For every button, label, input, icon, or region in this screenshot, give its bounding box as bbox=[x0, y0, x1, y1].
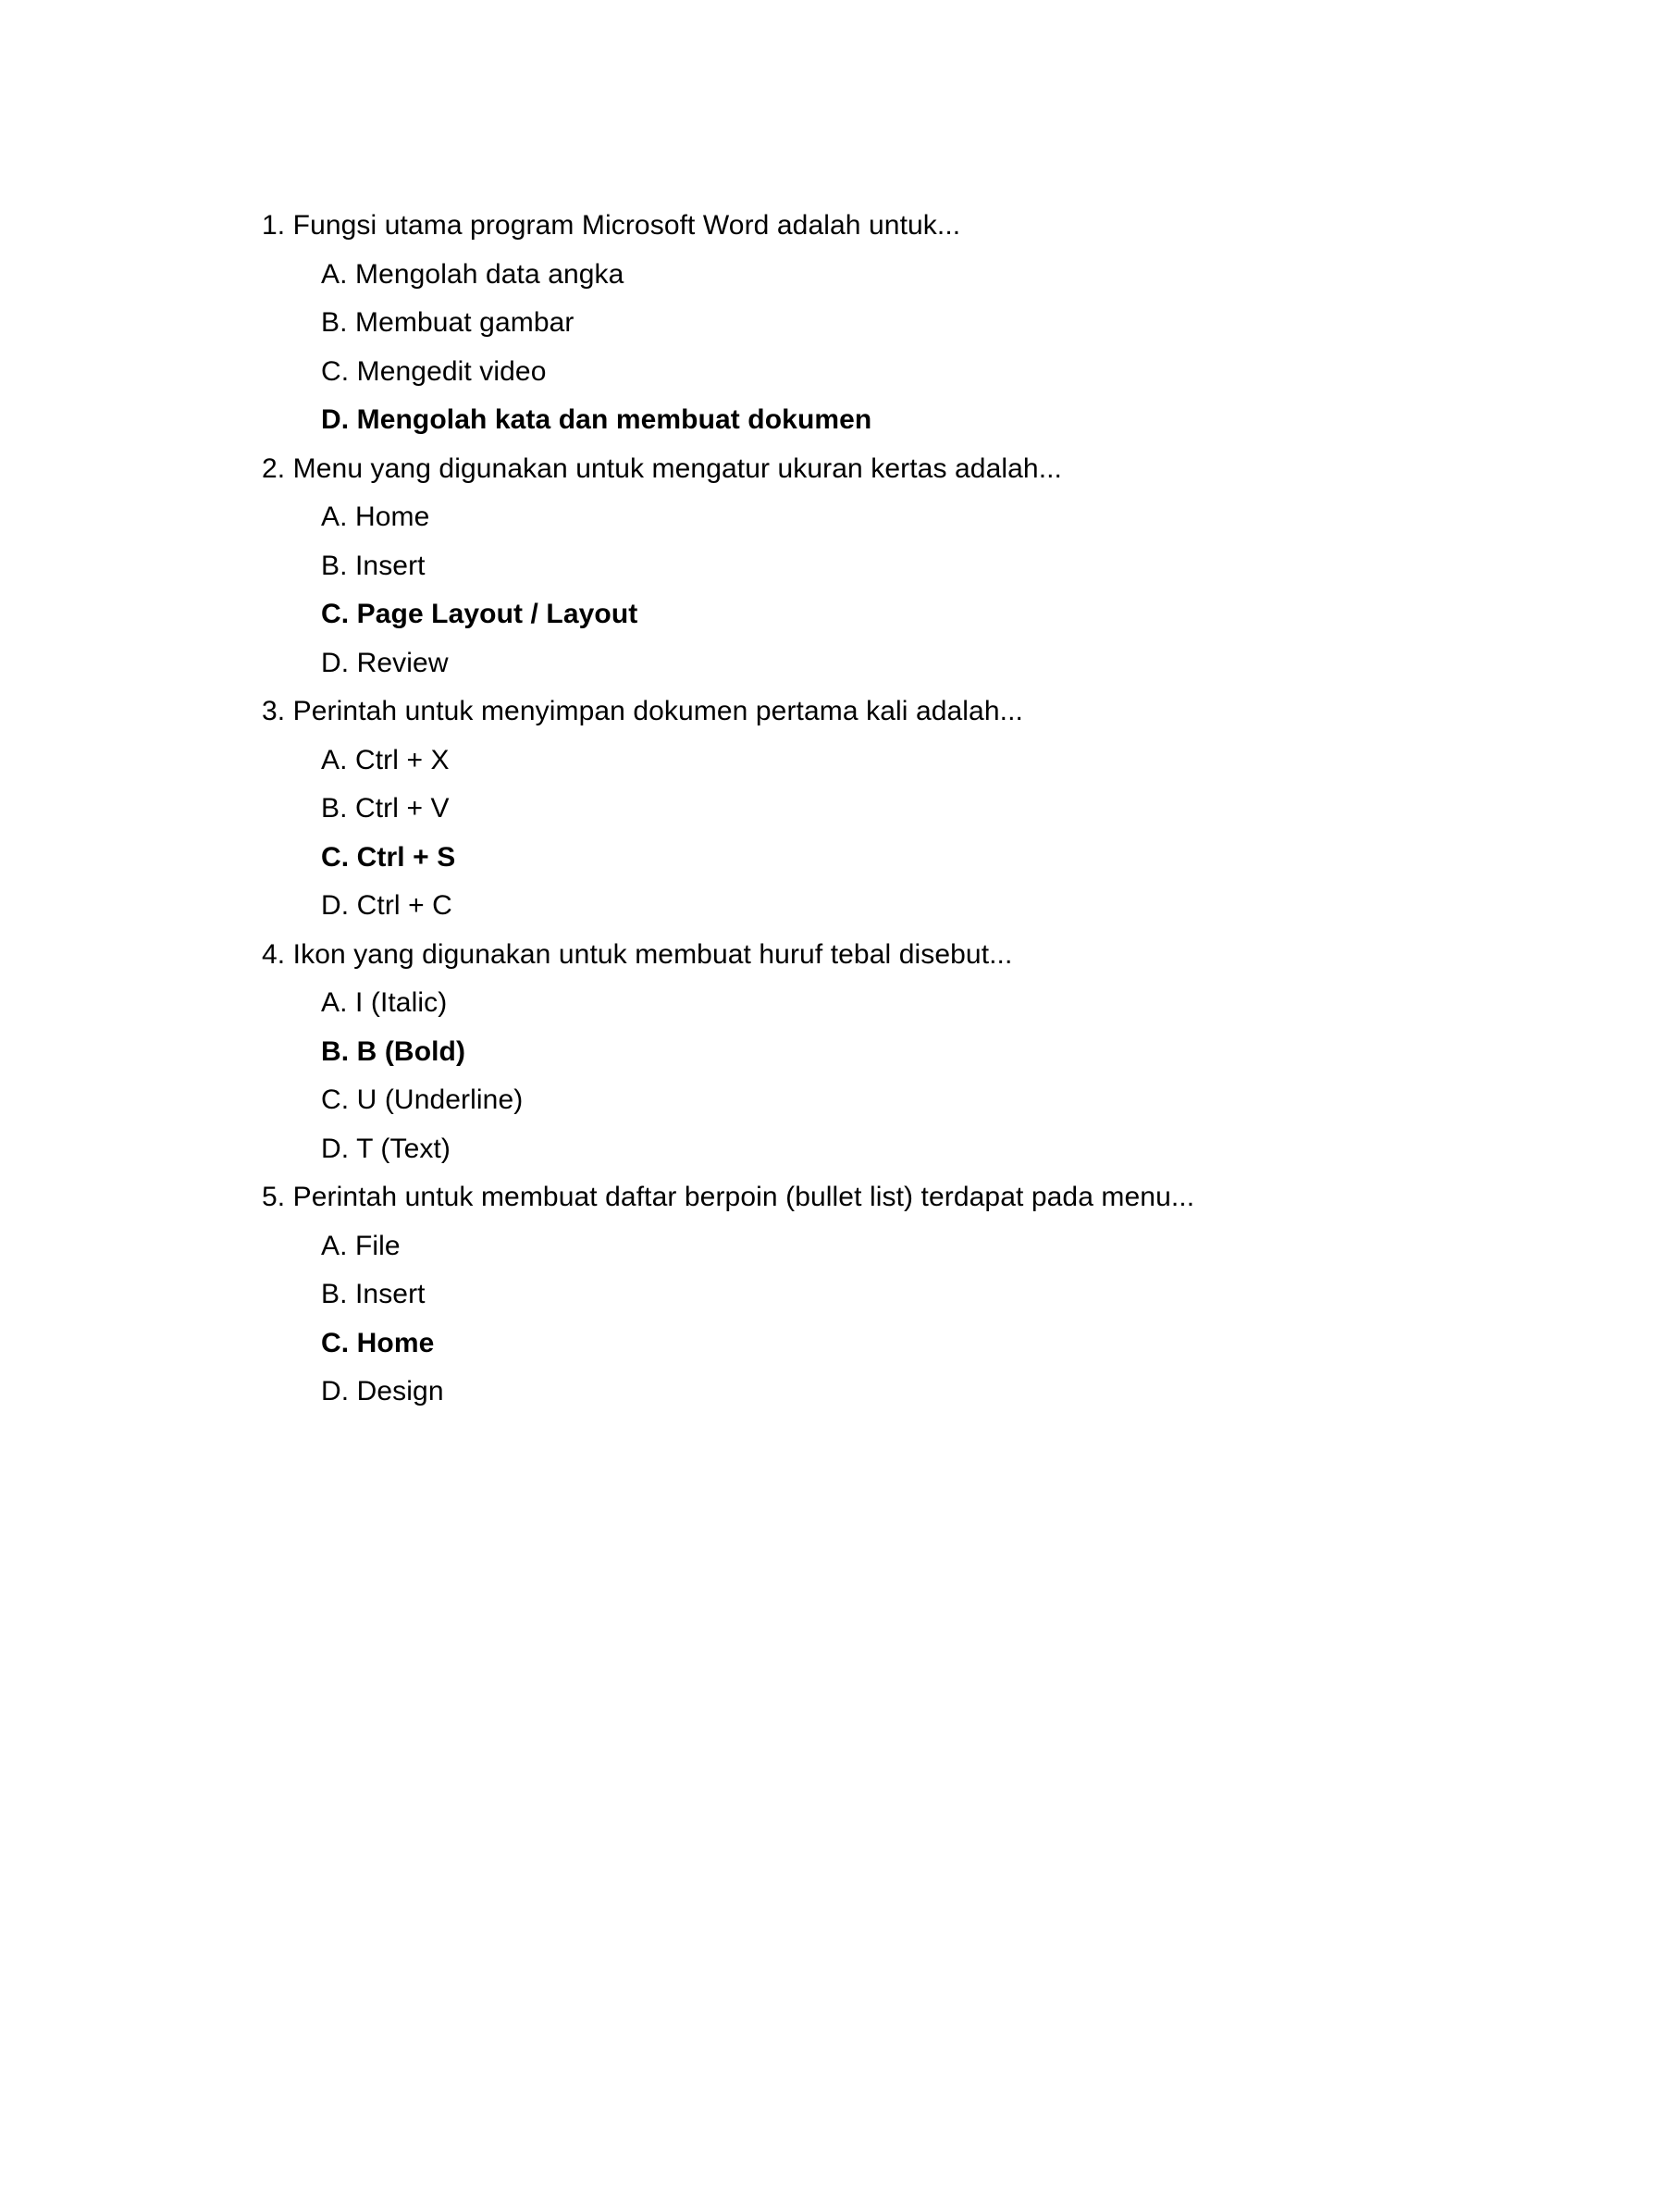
question-text: 3. Perintah untuk menyimpan dokumen pertama kali adalah... bbox=[262, 696, 1023, 726]
question-block bbox=[139, 1173, 1541, 1417]
option-item[interactable]: C. U (Underline) bbox=[321, 1084, 524, 1115]
question-block bbox=[139, 931, 1541, 1174]
option-item[interactable]: A. File bbox=[321, 1230, 401, 1261]
option-item[interactable]: A. Mengolah data angka bbox=[321, 258, 624, 290]
question-text: 5. Perintah untuk membuat daftar berpoin (bullet list) terdapat pada menu... bbox=[262, 1182, 1195, 1212]
option-item[interactable]: C. Mengedit video bbox=[321, 355, 547, 387]
option-list bbox=[139, 251, 1541, 445]
option-item[interactable]: D. Ctrl + C bbox=[321, 890, 452, 921]
option-item-correct[interactable]: B. B (Bold) bbox=[321, 1035, 466, 1067]
option-item[interactable]: D. Review bbox=[321, 647, 449, 678]
option-list bbox=[139, 737, 1541, 931]
option-item[interactable]: A. Ctrl + X bbox=[321, 744, 450, 775]
question-text: 1. Fungsi utama program Microsoft Word adalah untuk... bbox=[262, 210, 961, 241]
option-item[interactable]: B. Ctrl + V bbox=[321, 793, 450, 824]
option-item-correct[interactable]: C. Home bbox=[321, 1327, 435, 1358]
option-item[interactable]: B. Insert bbox=[321, 550, 426, 581]
option-item-correct[interactable]: C. Page Layout / Layout bbox=[321, 599, 638, 629]
option-item-correct[interactable]: C. Ctrl + S bbox=[321, 841, 456, 873]
option-item[interactable]: D. Design bbox=[321, 1376, 444, 1407]
option-list bbox=[139, 979, 1541, 1173]
option-item[interactable]: B. Membuat gambar bbox=[321, 307, 574, 338]
option-item[interactable]: D. T (Text) bbox=[321, 1133, 451, 1164]
option-item[interactable]: B. Insert bbox=[321, 1279, 426, 1309]
option-list bbox=[139, 1222, 1541, 1417]
option-item[interactable]: A. Home bbox=[321, 502, 430, 532]
question-text: 2. Menu yang digunakan untuk mengatur ukuran kertas adalah... bbox=[262, 452, 1062, 484]
question-text: 4. Ikon yang digunakan untuk membuat huruf tebal disebut... bbox=[262, 938, 1013, 970]
question-block bbox=[139, 202, 1541, 445]
option-list bbox=[139, 493, 1541, 688]
option-item-correct[interactable]: D. Mengolah kata dan membuat dokumen bbox=[321, 404, 872, 435]
question-block bbox=[139, 688, 1541, 931]
option-item[interactable]: A. I (Italic) bbox=[321, 987, 448, 1018]
question-block bbox=[139, 445, 1541, 688]
